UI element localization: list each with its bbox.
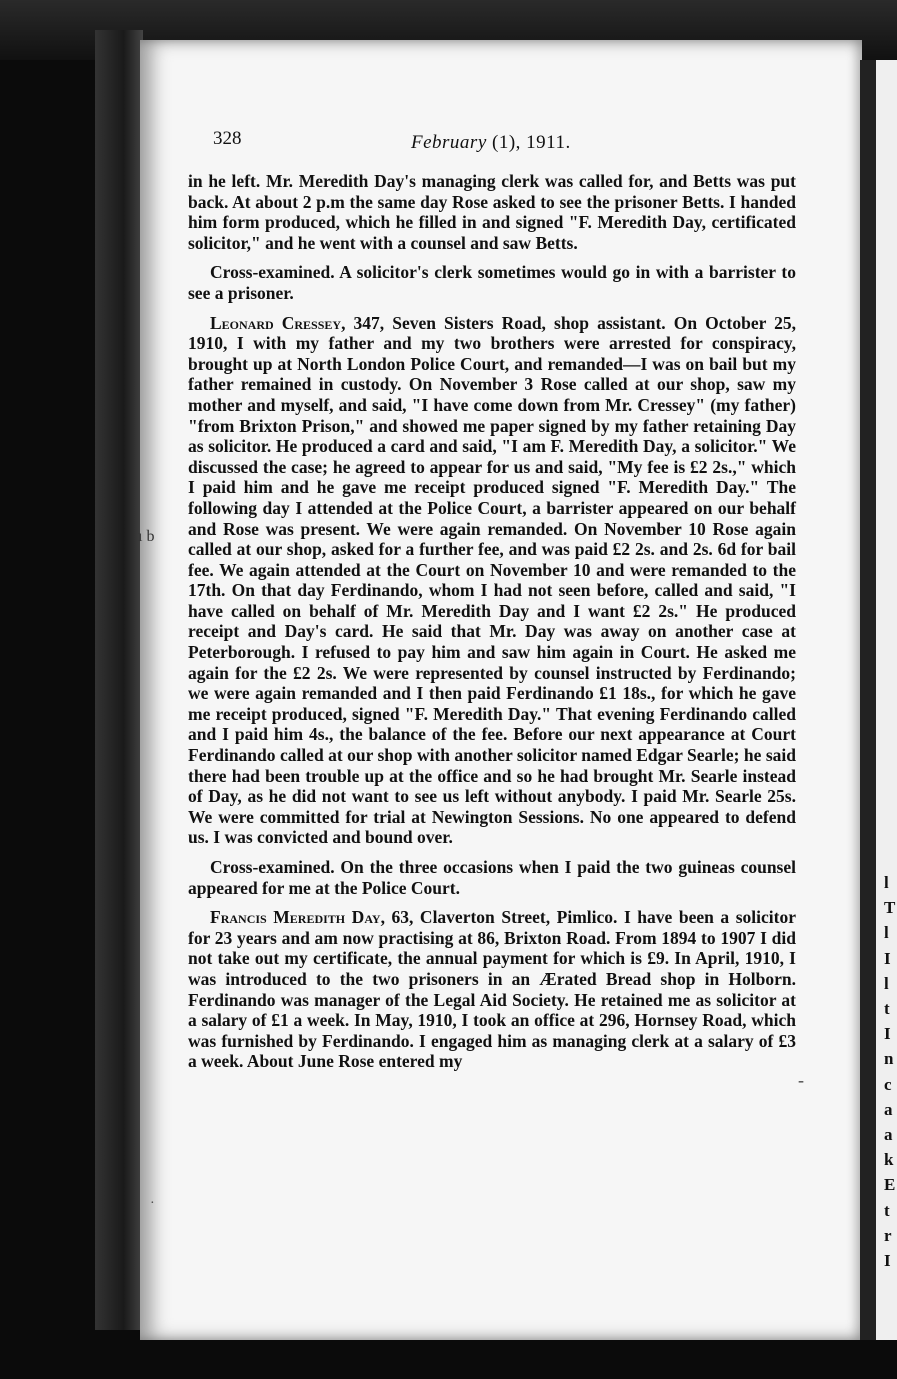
paragraph-text: Cross-examined. A solicitor's clerk sometimes would go in with a barrister to see a prisoner. [188, 262, 796, 303]
facing-page-letters [884, 870, 897, 1273]
facing-page-letter: l [884, 873, 889, 892]
facing-page-letter: a [884, 1125, 893, 1145]
facing-page-letter: I [884, 948, 891, 968]
margin-annotation-right: - [798, 1070, 804, 1090]
facing-page-letter: n [884, 1049, 894, 1069]
paragraph-text: , 347, Seven Sisters Road, shop assistant. On October 25, 1910, I with my father and my two brothers were arrested for conspiracy, brought up at North London Police Court, and remanded—I was on bail but my father remained in custody. On November 3 Rose called at our shop, saw my mother and myself, and said, "I have come down from Mr. Cressey" (my father) "from Brixton Prison," and showed me paper signed by my father retaining Day as solicitor. He produced a card and said, "I am F. Meredith Day, a solicitor." We discussed the case; he agreed to appear for us and said, "My fee is £2 2s.," which I paid him and he gave me receipt produced signed "F. Meredith Day." The following day I attended at the Police Court, a barrister appeared on our behalf and Rose was present. We were again remanded. On November 10 Rose again called at our shop, asked for a further fee, and was paid £2 2s. and 2s. 6d for bail fee. We again attended at the Court on November 10 and were remanded to the 17th. On that day Ferdinando, whom I had not seen before, called and said, "I have called on behalf of Mr. Meredith Day and I want £2 2s." He produced receipt and Day's card. He said that Mr. Day was away on another case at Peterborough. I refused to pay him and saw him again in Court. He asked me again for the £2 2s. We were represented by counsel instructed by Ferdinando; we were again remanded and I then paid Ferdinando £1 18s., for which he gave me receipt produced, signed "F. Meredith Day." That evening Ferdinando called and I paid him 4s., the balance of the fee. Before our next appearance at Court Ferdinando called at our shop with another solicitor named Edgar Searle; he said there had been trouble up at the office and so he had brought Mr. Searle instead of Day, as he did not want to see us left without anybody. I paid Mr. Searle 25s. We were committed for trial at Newington Sessions. No one appeared to defend us. I was convicted and bound over. [188, 312, 796, 848]
facing-page-letter: a [884, 1099, 893, 1119]
page-number: 328 [213, 128, 242, 149]
margin-annotation-bottom-left: · [150, 1196, 155, 1211]
paragraph-1 [188, 171, 796, 253]
running-head-date: (1), 1911. [486, 132, 571, 153]
paragraph-text: , 63, Claverton Street, Pimlico. I have been a solicitor for 23 years and am now practising at 86, Brixton Road. From 1894 to 1907 I did not take out my certificate, the annual payment for which is £9. In April, 1910, I was introduced to the two prisoners in an Ærated Bread shop in Holborn. Ferdinando was manager of the Legal Aid Society. He retained me as solicitor at a salary of £1 a week. In May, 1910, I took an office at 296, Hornsey Road, which was furnished by Ferdinando. I engaged him as managing clerk at a salary of £3 a week. About June Rose entered my [188, 907, 796, 1072]
facing-page-letter: r [884, 1225, 892, 1245]
witness-name: Leonard Cressey [210, 312, 342, 333]
body-text [188, 171, 796, 1081]
paragraph-5 [188, 907, 796, 1072]
facing-page-letter: k [884, 1150, 894, 1170]
facing-page-letter: l [884, 923, 889, 943]
facing-page-letter: I [884, 1251, 891, 1271]
book-spine [95, 30, 143, 1330]
paragraph-2 [188, 262, 796, 303]
facing-page-letter: c [884, 1074, 892, 1094]
facing-page-letter: E [884, 1175, 896, 1195]
paragraph-text: Cross-examined. On the three occasions when I paid the two guineas counsel appeared for me at the Police Court. [188, 857, 796, 898]
running-head [411, 132, 571, 154]
page-header [213, 128, 793, 158]
facing-page-letter: I [884, 1024, 891, 1044]
paragraph-3 [188, 313, 796, 848]
running-head-month: February [411, 132, 487, 153]
paragraph-4 [188, 857, 796, 898]
facing-page-letter: t [884, 1200, 890, 1220]
facing-page-letter: t [884, 999, 890, 1019]
margin-annotation-left: ı b [138, 528, 155, 545]
witness-name: Francis Meredith Day [210, 907, 381, 928]
paragraph-text: in he left. Mr. Meredith Day's managing clerk was called for, and Betts was put back. At about 2 p.m the same day Rose asked to see the prisoner Betts. I handed him form produced, which he filled in and signed "F. Meredith Day, certificated solicitor," and he went with a counsel and saw Betts. [188, 171, 796, 253]
facing-page-letter: l [884, 973, 889, 993]
facing-page-letter: T [884, 898, 896, 918]
book-gutter [860, 60, 876, 1340]
